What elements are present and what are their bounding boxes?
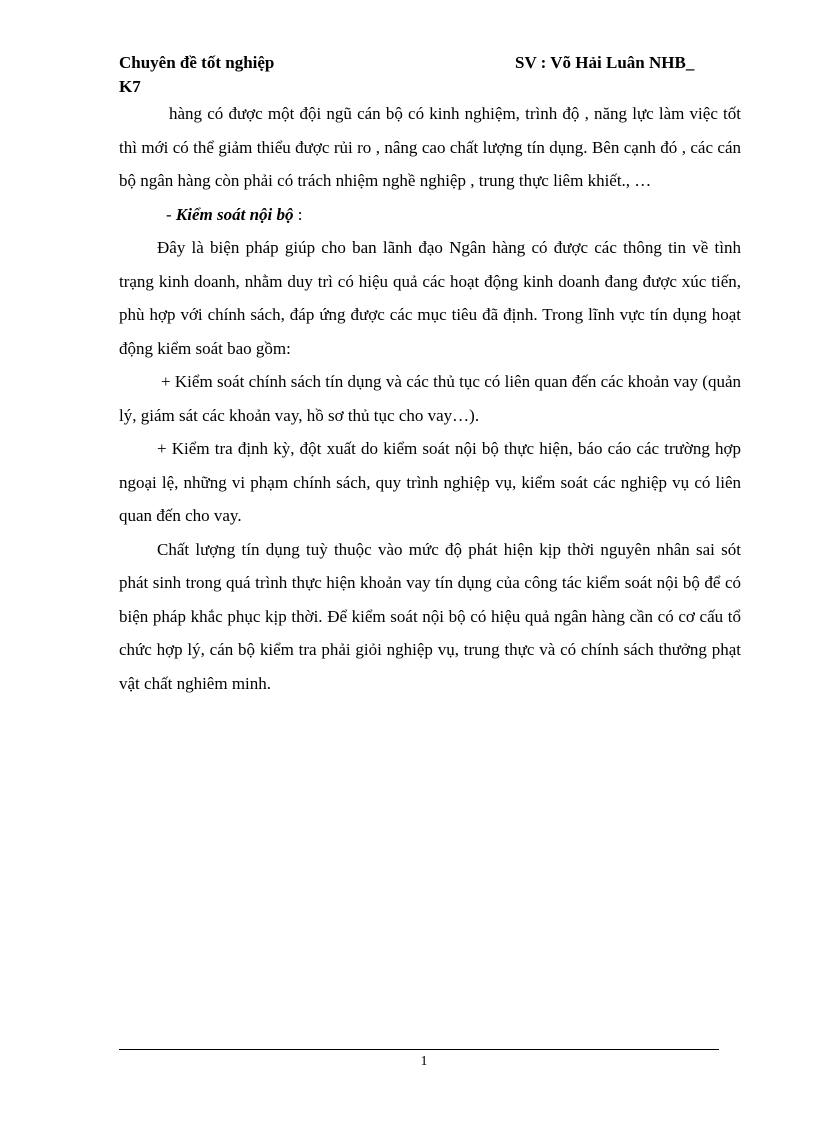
footer-divider <box>119 1049 719 1050</box>
list-item-periodic-inspection: + Kiểm tra định kỳ, đột xuất do kiểm soát nội bộ thực hiện, báo cáo các trường hợp ngoại lệ, những vi phạm chính sách, quy trình nghiệp vụ, kiểm soát các nghiệp vụ có liên quan đến cho vay. <box>119 439 741 525</box>
heading-title: Kiểm soát nội bộ <box>175 204 294 224</box>
paragraph-credit-quality: Chất lượng tín dụng tuỳ thuộc vào mức độ phát hiện kịp thời nguyên nhân sai sót phát sinh trong quá trình thực hiện khoản vay tín dụng của công tác kiểm soát nội bộ để có biện pháp khắc phục kịp thời. Để kiểm soát nội bộ có hiệu quả ngân hàng cần có cơ cấu tổ chức hợp lý, cán bộ kiểm tra phải giỏi nghiệp vụ, trung thực và có chính sách thưởng phạt vật chất nghiêm minh. <box>119 539 741 693</box>
paragraph-internal-control: Đây là biện pháp giúp cho ban lãnh đạo Ngân hàng có được các thông tin về tình trạng kinh doanh, nhằm duy trì có hiệu quả các hoạt động kinh doanh đang được xúc tiến, phù hợp với chính sách, đáp ứng được các mục tiêu đã định. Trong lĩnh vực tín dụng hoạt động kiểm soát bao gồm: <box>119 238 741 358</box>
section-heading <box>119 198 741 232</box>
heading-suffix: : <box>293 204 303 224</box>
page-number: 1 <box>420 1054 428 1069</box>
header-student-class: K7 <box>119 77 141 96</box>
heading-prefix: - <box>166 204 176 224</box>
list-item-credit-policy: + Kiểm soát chính sách tín dụng và các thủ tục có liên quan đến các khoản vay (quản lý, giám sát các khoản vay, hồ sơ thủ tục cho vay…). <box>119 372 741 425</box>
body-text <box>119 97 741 700</box>
paragraph-intro-continued: hàng có được một đội ngũ cán bộ có kinh nghiệm, trình độ , năng lực làm việc tốt thì mới có thể giảm thiểu được rủi ro , nâng cao chất lượng tín dụng. Bên cạnh đó , các cán bộ ngân hàng còn phải có trách nhiệm nghề nghiệp , trung thực liêm khiết., … <box>119 104 741 190</box>
header-thesis-title: Chuyên đề tốt nghiệp <box>119 53 275 72</box>
header-student-name: SV : Võ Hải Luân NHB_ <box>515 53 695 72</box>
